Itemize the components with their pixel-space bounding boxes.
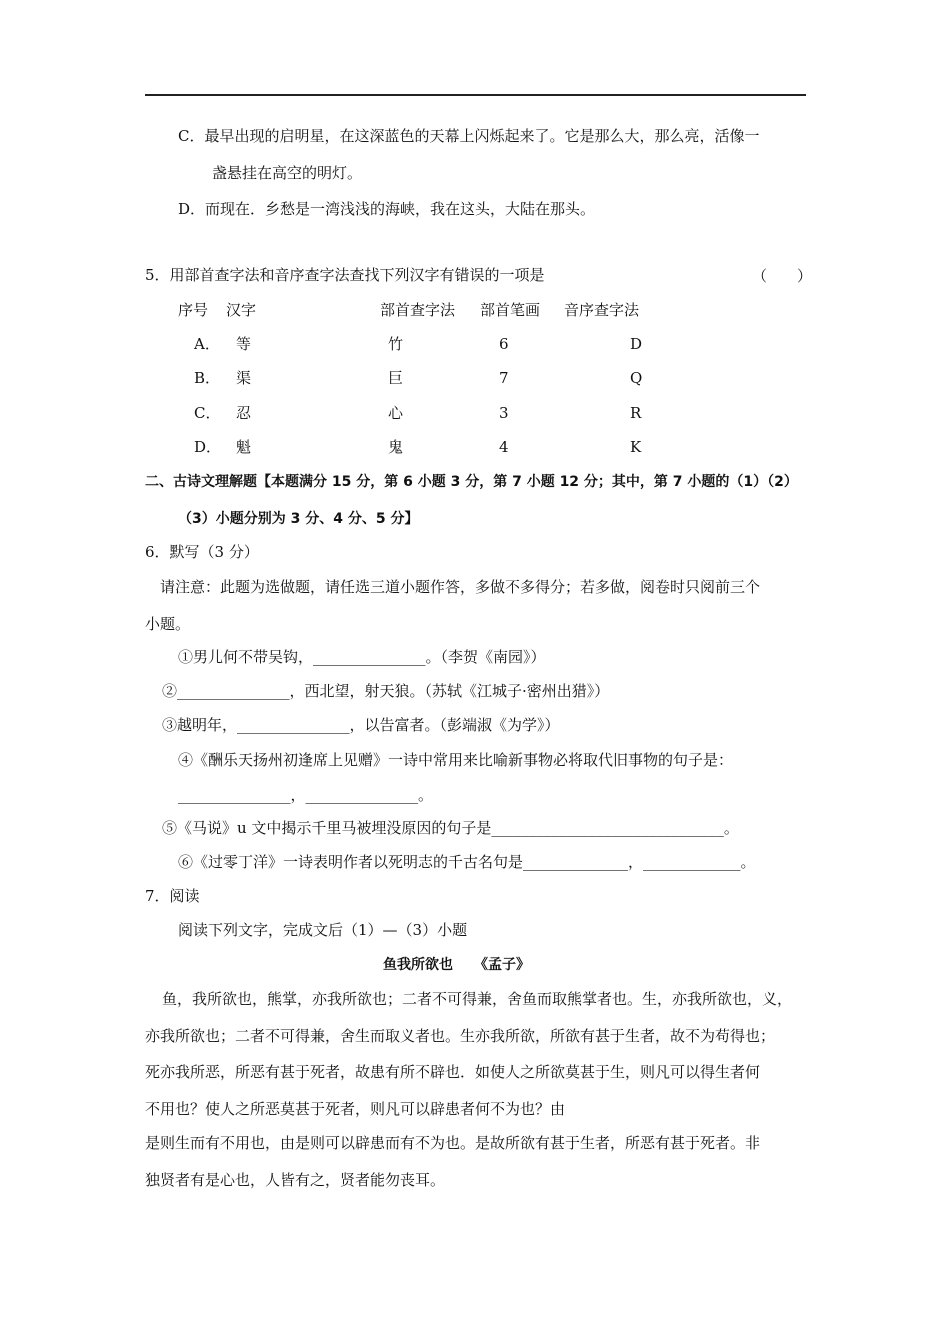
passage-line: 是则生而有不用也，由是则可以辟患而有不为也。是故所欲有甚于生者，所恶有甚于死者。非 [145, 1134, 761, 1152]
q6-item-4: ④《酬乐天扬州初逢席上见赠》一诗中常用来比喻新事物必将取代旧事物的句子是： [178, 751, 734, 769]
table-cell: C． [194, 404, 221, 422]
q6-item-3: ③越明年，_______________，以告富者。（彭端淑《为学》） [162, 716, 560, 734]
table-cell: 心 [388, 404, 404, 422]
table-header: 汉字 [226, 301, 257, 319]
table-cell: R [630, 404, 642, 422]
header-rule [145, 94, 806, 96]
q6-note-cont: 小题。 [145, 615, 191, 633]
passage-line: 不用也？使人之所恶莫甚于死者，则凡可以辟患者何不为也？由 [145, 1100, 566, 1118]
q7-instruction: 阅读下列文字，完成文后（1）—（3）小题 [178, 921, 468, 939]
option-d-line: D．而现在．乡愁是一湾浅浅的海峡，我在这头，大陆在那头。 [178, 200, 596, 218]
q6-item-1: ①男儿何不带吴钩，_______________。（李贺《南园》） [178, 648, 546, 666]
q7-title: 7．阅读 [145, 887, 200, 905]
q6-item-2: ②_______________，西北望，射天狼。（苏轼《江城子·密州出猎》） [162, 682, 610, 700]
q5-stem: 5．用部首查字法和音序查字法查找下列汉字有错误的一项是 [145, 266, 545, 284]
table-header: 序号 [178, 301, 209, 319]
table-cell: 渠 [236, 369, 252, 387]
option-c-line1: C．最早出现的启明星，在这深蓝色的天幕上闪烁起来了。它是那么大，那么亮，活像一 [178, 127, 760, 145]
table-cell: Q [630, 369, 643, 387]
table-cell: A． [194, 335, 220, 353]
q6-title: 6．默写（3 分） [145, 543, 259, 561]
section2-heading-cont: （3）小题分别为 3 分、4 分、5 分】 [178, 511, 419, 527]
passage-line: 亦我所欲也；二者不可得兼，舍生而取义者也。生亦我所欲，所欲有甚于生者，故不为苟得也； [145, 1027, 776, 1045]
table-cell: 3 [499, 404, 509, 422]
table-cell: 忍 [236, 404, 252, 422]
table-cell: 鬼 [388, 438, 404, 456]
table-header: 部首笔画 [480, 301, 541, 319]
table-cell: 7 [499, 369, 509, 387]
table-cell: 4 [499, 438, 509, 456]
table-cell: B． [194, 369, 221, 387]
option-c-line2: 盏悬挂在高空的明灯。 [212, 164, 363, 182]
table-cell: 6 [499, 335, 509, 353]
table-header: 部首查字法 [380, 301, 456, 319]
table-cell: K [630, 438, 642, 456]
table-cell: 竹 [388, 335, 404, 353]
q6-item-6: ⑥《过零丁洋》一诗表明作者以死明志的千古名句是______________，_____________。 [178, 853, 756, 871]
table-cell: 魁 [236, 438, 252, 456]
q6-item-5: ⑤《马说》u 文中揭示千里马被埋没原因的句子是_______________________________。 [162, 819, 739, 837]
passage-title: 鱼我所欲也 《孟子》 [383, 957, 530, 973]
table-header: 音序查字法 [564, 301, 640, 319]
table-cell: 巨 [388, 369, 404, 387]
table-cell: D． [194, 438, 222, 456]
passage-line: 死亦我所恶，所恶有甚于死者，故患有所不辟也．如使人之所欲莫甚于生，则凡可以得生者何 [145, 1063, 761, 1081]
q6-item-4-blanks: _______________，_______________。 [178, 786, 434, 804]
table-cell: D [630, 335, 643, 353]
q5-answer-bracket: （ ） [752, 267, 813, 285]
q6-note: 请注意：此题为选做题，请任选三道小题作答，多做不多得分；若多做，阅卷时只阅前三个 [160, 578, 761, 596]
table-cell: 等 [236, 335, 252, 353]
section2-heading: 二、古诗文理解题【本题满分 15 分，第 6 小题 3 分，第 7 小题 12 分；其中，第 7 小题的（1）（2） [145, 474, 798, 490]
passage-line: 独贤者有是心也，人皆有之，贤者能勿丧耳。 [145, 1171, 446, 1189]
passage-line: 鱼，我所欲也，熊掌，亦我所欲也；二者不可得兼，舍鱼而取熊掌者也。生，亦我所欲也，义， [162, 990, 793, 1008]
